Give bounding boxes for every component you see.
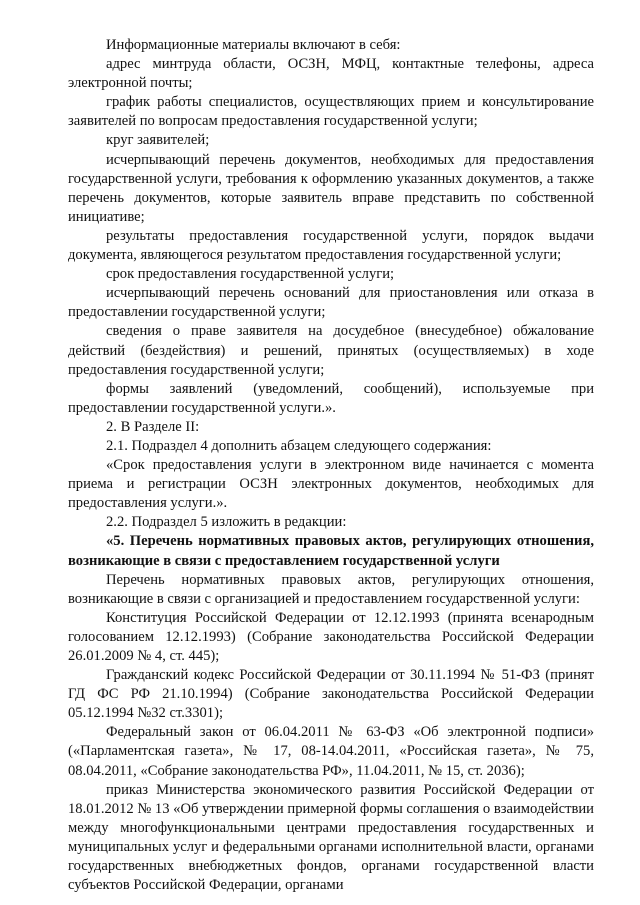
- section-heading-5: «5. Перечень нормативных правовых актов, регулирующих отношения, возникающие в связи с предоставлением государственной услуги: [68, 533, 594, 569]
- paragraph-item-documents-list: исчерпывающий перечень документов, необходимых для предоставления государственной услуги, требования к оформлению указанных документов, а также перечень документов, которые заявитель вправе представить по собственной инициативе;: [68, 151, 594, 225]
- paragraph-act-constitution: Конституция Российской Федерации от 12.12.1993 (принята всенародным голосованием 12.12.1993) (Собрание законодательства Российской Федерации 26.01.2009 № 4, ст. 445);: [68, 609, 594, 664]
- paragraph-item-address: адрес минтруда области, ОСЗН, МФЦ, контактные телефоны, адреса электронной почты;: [68, 56, 594, 92]
- paragraph-act-ministry-order: приказ Министерства экономического развития Российской Федерации от 18.01.2012 № 13 «Об утверждении примерной формы соглашения о взаимодействии между многофункциональными центрами предоставления государственных и муниципальных услуг и федеральными органами исполнительной власти, органами государственных внебюджетных фондов, органами государственной власти субъектов Российской Федерации, органами: [68, 781, 594, 894]
- document-page: [68, 36, 594, 895]
- paragraph-subsection-2-1: 2.1. Подраздел 4 дополнить абзацем следующего содержания:: [106, 437, 492, 454]
- paragraph-item-grounds-refusal: исчерпывающий перечень оснований для приостановления или отказа в предоставлении государственной услуги;: [68, 285, 594, 321]
- paragraph-intro: Информационные материалы включают в себя:: [106, 37, 401, 53]
- paragraph-quote-term: «Срок предоставления услуги в электронном виде начинается с момента приема и регистрации ОСЗН электронных документов, необходимых для предоставления услуги.».: [68, 457, 594, 512]
- paragraph-acts-list-intro: Перечень нормативных правовых актов, регулирующих отношения, возникающие в связи с организацией и предоставлением государственной услуги:: [68, 571, 594, 607]
- paragraph-act-civil-code: Гражданский кодекс Российской Федерации от 30.11.1994 № 51-ФЗ (принят ГД ФС РФ 21.10.1994) (Собрание законодательства Российской Федерации 05.12.1994 №32 ст.3301);: [68, 667, 594, 722]
- paragraph-item-term: срок предоставления государственной услуги;: [106, 266, 395, 283]
- paragraph-section-2: 2. В Разделе II:: [106, 418, 200, 435]
- paragraph-item-applicants: круг заявителей;: [106, 132, 210, 149]
- paragraph-act-e-signature-law: Федеральный закон от 06.04.2011 № 63-ФЗ «Об электронной подписи» («Парламентская газета», № 17, 08-14.04.2011, «Российская газета», № 75, 08.04.2011, «Собрание законодательства РФ», 11.04.2011, № 15, ст. 2036);: [68, 724, 594, 779]
- paragraph-subsection-2-2: 2.2. Подраздел 5 изложить в редакции:: [106, 514, 347, 531]
- paragraph-item-forms: формы заявлений (уведомлений, сообщений), используемые при предоставлении государственной услуги.».: [68, 380, 594, 416]
- paragraph-item-appeal-rights: сведения о праве заявителя на досудебное (внесудебное) обжалование действий (бездействия) и решений, принятых (осуществляемых) в ходе предоставления государственной услуги;: [68, 323, 594, 378]
- paragraph-item-schedule: график работы специалистов, осуществляющих прием и консультирование заявителей по вопросам предоставления государственной услуги;: [68, 94, 594, 130]
- paragraph-item-results: результаты предоставления государственной услуги, порядок выдачи документа, являющегося результатом предоставления государственной услуги;: [68, 227, 594, 264]
